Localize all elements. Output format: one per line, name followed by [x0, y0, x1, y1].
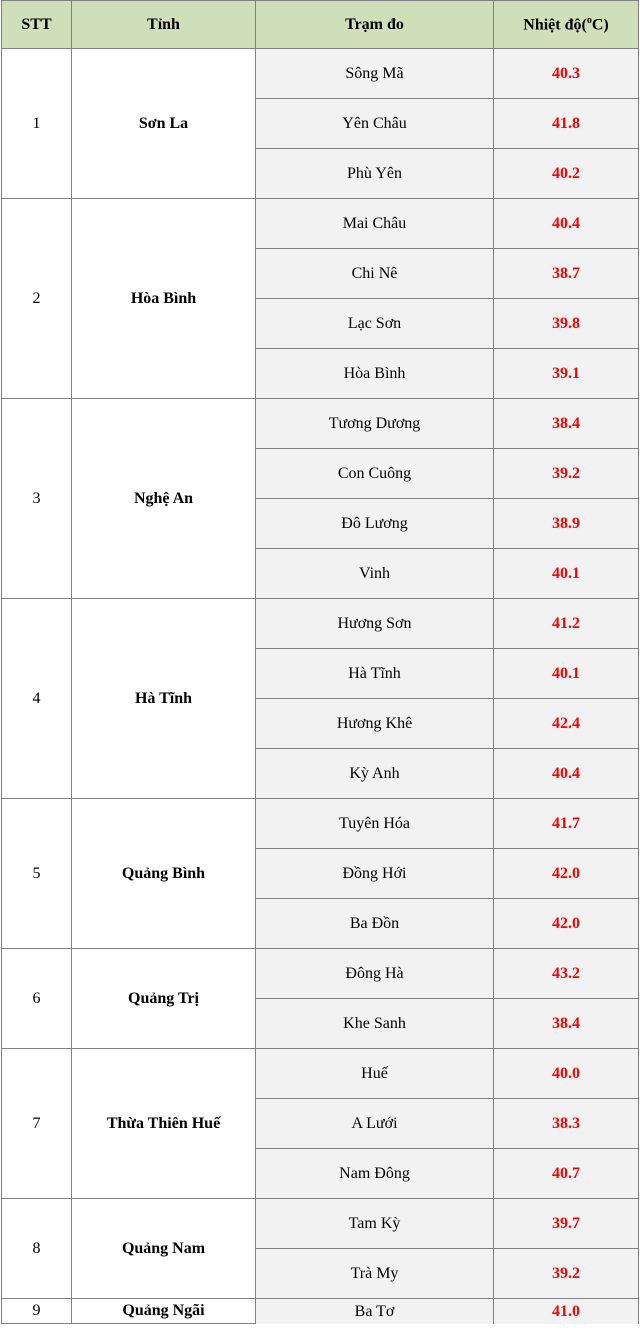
table-body	[2, 49, 639, 1324]
cell-station-name: Kỳ Anh	[256, 749, 494, 799]
cell-province: Quảng Nam	[72, 1199, 256, 1299]
column-header-stt: STT	[2, 1, 72, 49]
cell-temperature: 42.4	[494, 699, 639, 749]
column-header-province: Tỉnh	[72, 1, 256, 49]
cell-station-name: Sông Mã	[256, 49, 494, 99]
cell-station-name: Trà My	[256, 1249, 494, 1299]
table-row	[2, 399, 639, 449]
cell-temperature: 38.4	[494, 999, 639, 1049]
table-row	[2, 1299, 639, 1324]
cell-station-name: Đông Hà	[256, 949, 494, 999]
cell-temperature: 39.8	[494, 299, 639, 349]
column-header-temperature	[494, 1, 639, 49]
column-header-station: Trạm đo	[256, 1, 494, 49]
cell-temperature: 41.7	[494, 799, 639, 849]
cell-station-name: Hà Tĩnh	[256, 649, 494, 699]
cell-station-name: Mai Châu	[256, 199, 494, 249]
cell-temperature: 41.2	[494, 599, 639, 649]
cell-station-name: Hương Khê	[256, 699, 494, 749]
cell-temperature: 40.4	[494, 749, 639, 799]
cell-temperature: 43.2	[494, 949, 639, 999]
cell-stt: 7	[2, 1049, 72, 1199]
cell-stt: 8	[2, 1199, 72, 1299]
table-row	[2, 1049, 639, 1099]
cell-temperature: 38.4	[494, 399, 639, 449]
cell-station-name: Ba Tơ	[256, 1299, 494, 1324]
cell-station-name: Hòa Bình	[256, 349, 494, 399]
cell-station-name: Đô Lương	[256, 499, 494, 549]
cell-station-name: Khe Sanh	[256, 999, 494, 1049]
temperature-unit-superscript: o	[586, 14, 592, 26]
cell-temperature: 40.7	[494, 1149, 639, 1199]
table-row	[2, 949, 639, 999]
cell-province: Sơn La	[72, 49, 256, 199]
table-header	[2, 1, 639, 49]
cell-temperature: 42.0	[494, 899, 639, 949]
temperature-unit-tail: C)	[591, 16, 609, 34]
cell-temperature: 39.2	[494, 449, 639, 499]
cell-station-name: Tam Kỳ	[256, 1199, 494, 1249]
cell-station-name: Chi Nê	[256, 249, 494, 299]
cell-province: Quảng Trị	[72, 949, 256, 1049]
cell-temperature: 38.3	[494, 1099, 639, 1149]
cell-stt: 9	[2, 1299, 72, 1324]
table-row	[2, 799, 639, 849]
cell-station-name: Tuyên Hóa	[256, 799, 494, 849]
cell-temperature: 39.2	[494, 1249, 639, 1299]
cell-station-name: Tương Dương	[256, 399, 494, 449]
cell-stt: 1	[2, 49, 72, 199]
cell-temperature: 39.7	[494, 1199, 639, 1249]
cell-station-name: Vinh	[256, 549, 494, 599]
cell-station-name: Huế	[256, 1049, 494, 1099]
cell-temperature: 42.0	[494, 849, 639, 899]
cell-temperature: 40.3	[494, 49, 639, 99]
cell-stt: 4	[2, 599, 72, 799]
table-row	[2, 1199, 639, 1249]
cell-temperature: 38.7	[494, 249, 639, 299]
table-row	[2, 199, 639, 249]
cell-province: Thừa Thiên Huế	[72, 1049, 256, 1199]
cell-temperature: 40.1	[494, 549, 639, 599]
cell-temperature: 40.0	[494, 1049, 639, 1099]
cell-province: Hòa Bình	[72, 199, 256, 399]
cell-station-name: Đồng Hới	[256, 849, 494, 899]
cell-station-name: Phù Yên	[256, 149, 494, 199]
cell-stt: 6	[2, 949, 72, 1049]
cell-station-name: Hương Sơn	[256, 599, 494, 649]
cell-temperature: 38.9	[494, 499, 639, 549]
cell-station-name: Con Cuông	[256, 449, 494, 499]
cell-temperature: 41.0	[494, 1299, 639, 1324]
cell-station-name: Lạc Sơn	[256, 299, 494, 349]
cell-province: Quảng Ngãi	[72, 1299, 256, 1324]
table-row	[2, 599, 639, 649]
cell-province: Quảng Bình	[72, 799, 256, 949]
cell-stt: 5	[2, 799, 72, 949]
cell-temperature: 41.8	[494, 99, 639, 149]
cell-station-name: A Lưới	[256, 1099, 494, 1149]
cell-station-name: Ba Đồn	[256, 899, 494, 949]
cell-station-name: Nam Đông	[256, 1149, 494, 1199]
cell-province: Nghệ An	[72, 399, 256, 599]
cell-temperature: 40.1	[494, 649, 639, 699]
cell-temperature: 39.1	[494, 349, 639, 399]
cell-province: Hà Tĩnh	[72, 599, 256, 799]
cell-stt: 2	[2, 199, 72, 399]
cell-temperature: 40.4	[494, 199, 639, 249]
cell-stt: 3	[2, 399, 72, 599]
table-row	[2, 49, 639, 99]
cell-station-name: Yên Châu	[256, 99, 494, 149]
temperature-header-text: Nhiệt độ(	[523, 16, 587, 34]
temperature-table	[1, 0, 639, 1324]
cell-temperature: 40.2	[494, 149, 639, 199]
header-row	[2, 1, 639, 49]
